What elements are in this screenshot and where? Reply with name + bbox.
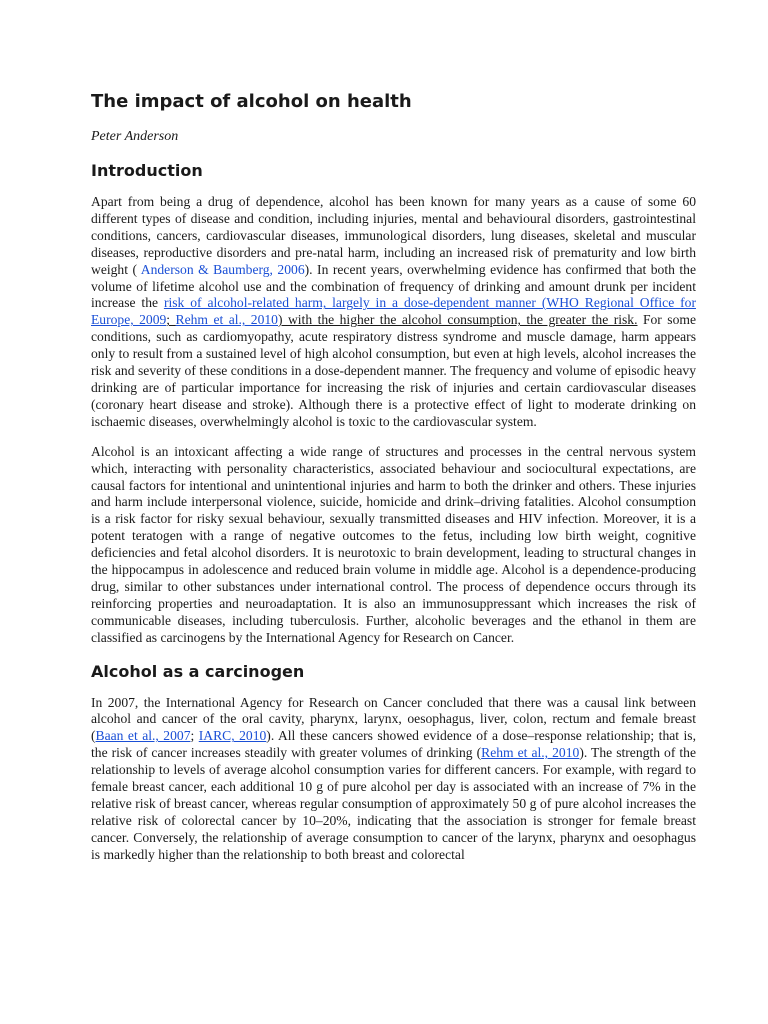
text-run: ). The strength of the relationship to levels of average alcohol consumption varies for different cancers. For example, with regard to female breast cancer, each additional 10 g of pure alcohol per day is associated with an increase of 7% in the relative risk of breast cancer, whereas regular consumption of approximately 50 g of pure alcohol increases the relative risk of colorectal cancer by 10–20%, indicating that the association is stronger for female breast cancer. Conversely, the relationship of average consumption to cancer of the larynx, pharynx and oesophagus is markedly higher than the relationship to both breast and colorectal: [91, 745, 696, 862]
citation-link-rehm[interactable]: Rehm et al., 2010: [175, 312, 278, 328]
text-run: For some conditions, such as cardiomyopathy, acute respiratory distress syndrome and muscle damage, harm appears only to result from a sustained level of high alcohol consumption, but even at high levels, alcohol increases the risk and severity of these conditions in a dose-dependent manner. The frequency and volume of episodic heavy drinking are of particular importance for increasing the risk of injuries and certain cardiovascular diseases (coronary heart disease and stroke). Although there is a protective effect of light to moderate drinking on ischaemic diseases, overwhelmingly alcohol is toxic to the cardiovascular system.: [91, 312, 696, 429]
carcinogen-paragraph: [91, 695, 696, 864]
citation-link-anderson[interactable]: Anderson & Baumberg, 2006: [140, 261, 305, 277]
risk-harm-link[interactable]: risk of alcohol-related harm, largely in a dose-dependent manner (: [163, 295, 547, 311]
section-heading-introduction: Introduction: [91, 161, 203, 180]
text-run: ;: [190, 728, 199, 744]
text-run: ;: [166, 312, 176, 328]
author-name: Peter Anderson: [91, 129, 179, 144]
intro-paragraph-1: [91, 194, 696, 431]
text-run: ). In recent years, overwhelming evidence has confirmed that both the volume of lifetime alcohol use and the combination of frequency of drinking and amount drunk per incident increase the: [91, 261, 696, 311]
article: [91, 88, 696, 877]
citation-link-baan[interactable]: Baan et al., 2007: [95, 728, 191, 744]
text-run: ) with the higher the alcohol consumption, the greater the risk.: [277, 312, 638, 328]
intro-paragraph-2: Alcohol is an intoxicant affecting a wide range of structures and processes in the central nervous system which, interacting with personality characteristics, associated behaviour and sociocultural expectations, are causal factors for intentional and unintentional injuries and harm to both the drinker and others. These injuries and harm include interpersonal violence, suicide, homicide and drink–driving fatalities. Alcohol consumption is a risk factor for risky sexual behaviour, sexually transmitted diseases and HIV infection. Moreover, it is a potent teratogen with a range of negative outcomes to the fetus, including low birth weight, cognitive deficiencies and fetal alcohol disorders. It is neurotoxic to brain development, leading to structural changes in the hippocampus in adolescence and reduced brain volume in middle age. Alcohol is a dependence-producing drug, similar to other substances under international control. The process of dependence occurs through its reinforcing properties and neuroadaptation. It is also an immunosuppressant which increases the risk of communicable diseases, including tuberculosis. Further, alcoholic beverages and the ethanol in them are classified as carcinogens by the International Agency for Research on Cancer.: [91, 443, 696, 645]
text-run: In 2007, the International Agency for Research on Cancer concluded that there was a causal link between alcohol and cancer of the oral cavity, pharynx, larynx, oesophagus, liver, colon, rectum and female breast (: [91, 694, 696, 744]
citation-link-who[interactable]: WHO Regional Office for Europe, 2009: [91, 295, 696, 328]
page-title: The impact of alcohol on health: [91, 91, 412, 112]
text-run: ). All these cancers showed evidence of a dose–response relationship; that is, the risk of cancer increases steadily with greater volumes of drinking (: [91, 728, 696, 761]
citation-link-iarc[interactable]: IARC, 2010: [198, 728, 267, 744]
risk-link-group: [91, 295, 696, 327]
text-run: Apart from being a drug of dependence, alcohol has been known for many years as a cause of some 60 different types of disease and condition, including injuries, mental and behavioural disorders, gastrointestinal conditions, cancers, cardiovascular diseases, immunological disorders, lung diseases, skeletal and muscular diseases, reproductive disorders and pre-natal harm, including an increased risk of prematurity and low birth weight (: [91, 194, 696, 277]
citation-link-rehm-2[interactable]: Rehm et al., 2010: [481, 745, 580, 761]
section-heading-carcinogen: Alcohol as a carcinogen: [91, 661, 305, 681]
